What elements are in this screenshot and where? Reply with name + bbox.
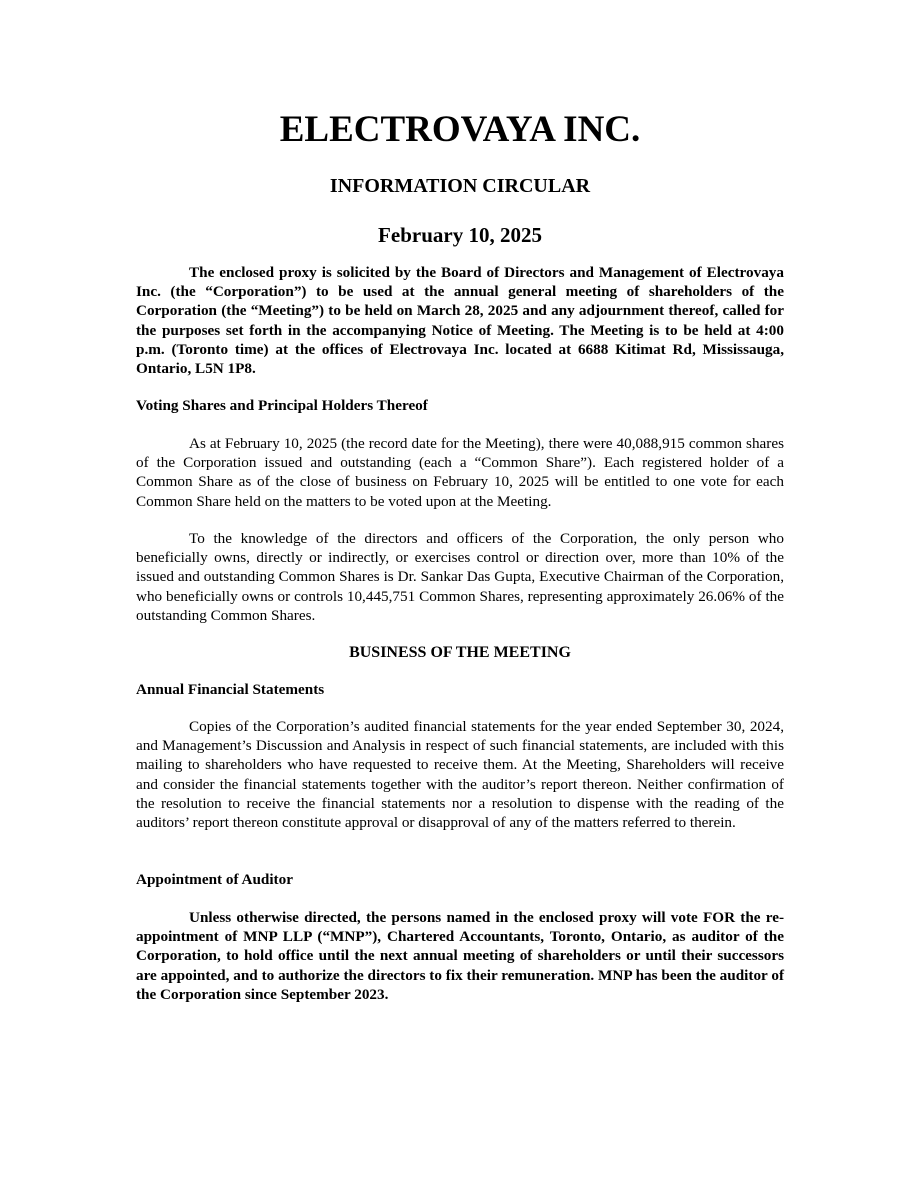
- voting-paragraph-principal-holder: To the knowledge of the directors and officers of the Corporation, the only person who beneficially owns, directly or indirectly, or exercises control or direction over, more than 10% of the issued and outstanding Common Shares is Dr. Sankar Das Gupta, Executive Chairman of the Corporation, who beneficially owns or controls 10,445,751 Common Shares, representing approximately 26.06% of the outstanding Common Shares.: [136, 530, 784, 624]
- business-of-meeting-heading: BUSINESS OF THE MEETING: [349, 644, 571, 661]
- document-date: February 10, 2025: [378, 223, 542, 247]
- company-title: ELECTROVAYA INC.: [279, 109, 641, 150]
- appointment-of-auditor-heading: Appointment of Auditor: [136, 871, 293, 888]
- document-title: INFORMATION CIRCULAR: [329, 175, 591, 197]
- intro-paragraph: The enclosed proxy is solicited by the Board of Directors and Management of Electrovaya Inc. (the “Corporation”) to be used at the annual general meeting of shareholders of the Corporation (the “Meeting”) to be held on March 28, 2025 and any adjournment thereof, called for the purposes set forth in the accompanying Notice of Meeting. The Meeting is to be held at 4:00 p.m. (Toronto time) at the offices of Electrovaya Inc. located at 6688 Kitimat Rd, Mississauga, Ontario, L5N 1P8.: [136, 264, 784, 378]
- voting-paragraph-record-date: As at February 10, 2025 (the record date for the Meeting), there were 40,088,915 common shares of the Corporation issued and outstanding (each a “Common Share”). Each registered holder of a Common Share as of the close of business on February 10, 2025 will be entitled to one vote for each Common Share held on the matters to be voted upon at the Meeting.: [136, 435, 784, 510]
- financial-statements-heading: Annual Financial Statements: [136, 681, 325, 698]
- auditor-paragraph: Unless otherwise directed, the persons named in the enclosed proxy will vote FOR the re-appointment of MNP LLP (“MNP”), Chartered Accountants, Toronto, Ontario, as auditor of the Corporation, to hold office until the next annual meeting of shareholders or until their successors are appointed, and to authorize the directors to fix their remuneration. MNP has been the auditor of the Corporation since September 2023.: [136, 909, 784, 1003]
- financial-statements-paragraph: Copies of the Corporation’s audited financial statements for the year ended September 30, 2024, and Management’s Discussion and Analysis in respect of such financial statements, are included with this mailing to shareholders who have requested to receive them. At the Meeting, Shareholders will receive and consider the financial statements together with the auditor’s report thereon. Neither confirmation of the resolution to receive the financial statements nor a resolution to dispense with the reading of the auditors’ report thereon constitute approval or disapproval of any of the matters referred to therein.: [136, 718, 784, 832]
- voting-shares-heading: Voting Shares and Principal Holders Thereof: [136, 397, 428, 414]
